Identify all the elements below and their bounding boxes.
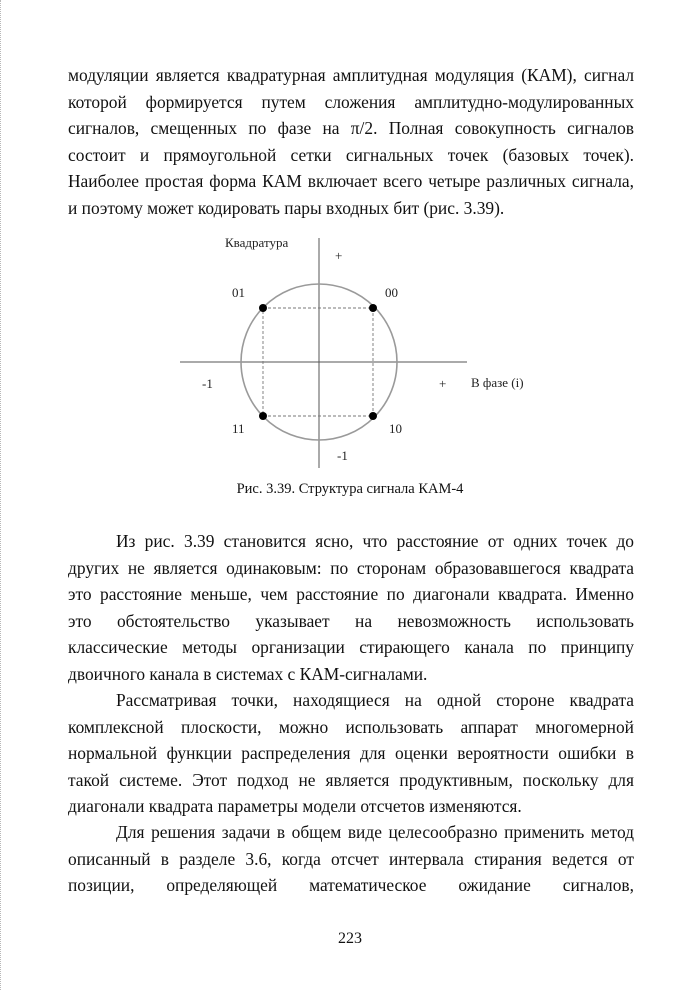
text-line: и поэтому может кодировать пары входных бит (рис. 3.39). bbox=[68, 197, 505, 218]
text-line: диагонали квадрата параметры модели отсчетов изменяются. bbox=[68, 796, 522, 817]
text-line: нормальной функции распределения для оценки вероятности ошибки в bbox=[68, 743, 634, 764]
constellation-point-10 bbox=[369, 412, 377, 420]
text-line: Рассматривая точки, находящиеся на одной стороне квадрата bbox=[116, 690, 634, 710]
point-label-00: 00 bbox=[385, 285, 398, 300]
paragraph-2 bbox=[68, 528, 634, 688]
constellation-diagram bbox=[175, 230, 524, 475]
quadrature-minus-label: -1 bbox=[337, 448, 348, 463]
quadrature-axis-label: Квадратура bbox=[225, 235, 289, 250]
in-phase-minus-label: -1 bbox=[202, 376, 213, 391]
text-line: комплексной плоскости, можно использовать аппарат многомерной bbox=[68, 716, 634, 737]
text-line: это расстояние меньше, чем расстояние по диагонали квадрата. Именно bbox=[68, 584, 634, 605]
constellation-point-00 bbox=[369, 304, 377, 312]
constellation-point-11 bbox=[259, 412, 267, 420]
point-label-11: 11 bbox=[232, 421, 245, 436]
text-line: Из рис. 3.39 становится ясно, что расстояние от одних точек до bbox=[116, 531, 634, 551]
text-line: позиции, определяющей математическое ожидание сигналов, bbox=[68, 875, 634, 896]
text-line: Наиболее простая форма КАМ включает всего четыре различных сигнала, bbox=[68, 171, 634, 192]
text-line: Для решения задачи в общем виде целесообразно применить метод bbox=[116, 822, 634, 842]
text-line: состоит и прямоугольной сетки сигнальных точек (базовых точек). bbox=[68, 144, 634, 165]
point-label-01: 01 bbox=[232, 285, 245, 300]
in-phase-plus-label: + bbox=[439, 376, 447, 391]
text-line: модуляции является квадратурная амплитудная модуляция (КАМ), сигнал bbox=[68, 65, 634, 85]
text-line: сигналов, смещенных по фазе на π/2. Полная совокупность сигналов bbox=[68, 118, 634, 139]
paragraph-3 bbox=[68, 687, 634, 820]
text-line: двоичного канала в системах с КАМ-сигналами. bbox=[68, 663, 428, 684]
text-line: других не является одинаковым: по сторонам образовавшегося квадрата bbox=[68, 557, 634, 578]
page-number: 223 bbox=[338, 930, 362, 947]
figure-caption: Рис. 3.39. Структура сигнала КАМ-4 bbox=[236, 481, 464, 497]
text-line: описанный в разделе 3.6, когда отсчет интервала стирания ведется от bbox=[68, 848, 634, 869]
paragraph-4 bbox=[68, 819, 634, 899]
qam4-constellation-figure bbox=[175, 230, 524, 475]
text-line: классические методы организации стирающего канала по принципу bbox=[68, 637, 634, 658]
quadrature-plus-label: + bbox=[335, 248, 343, 263]
text-line: которой формируется путем сложения амплитудно-модулированных bbox=[68, 91, 634, 112]
paragraph-intro bbox=[68, 62, 634, 222]
constellation-point-01 bbox=[259, 304, 267, 312]
in-phase-axis-label: В фазе (i) bbox=[471, 375, 524, 390]
point-label-10: 10 bbox=[389, 421, 402, 436]
text-line: такой системе. Этот подход не является продуктивным, поскольку для bbox=[68, 769, 634, 790]
text-line: это обстоятельство указывает на невозможность использовать bbox=[68, 610, 634, 631]
